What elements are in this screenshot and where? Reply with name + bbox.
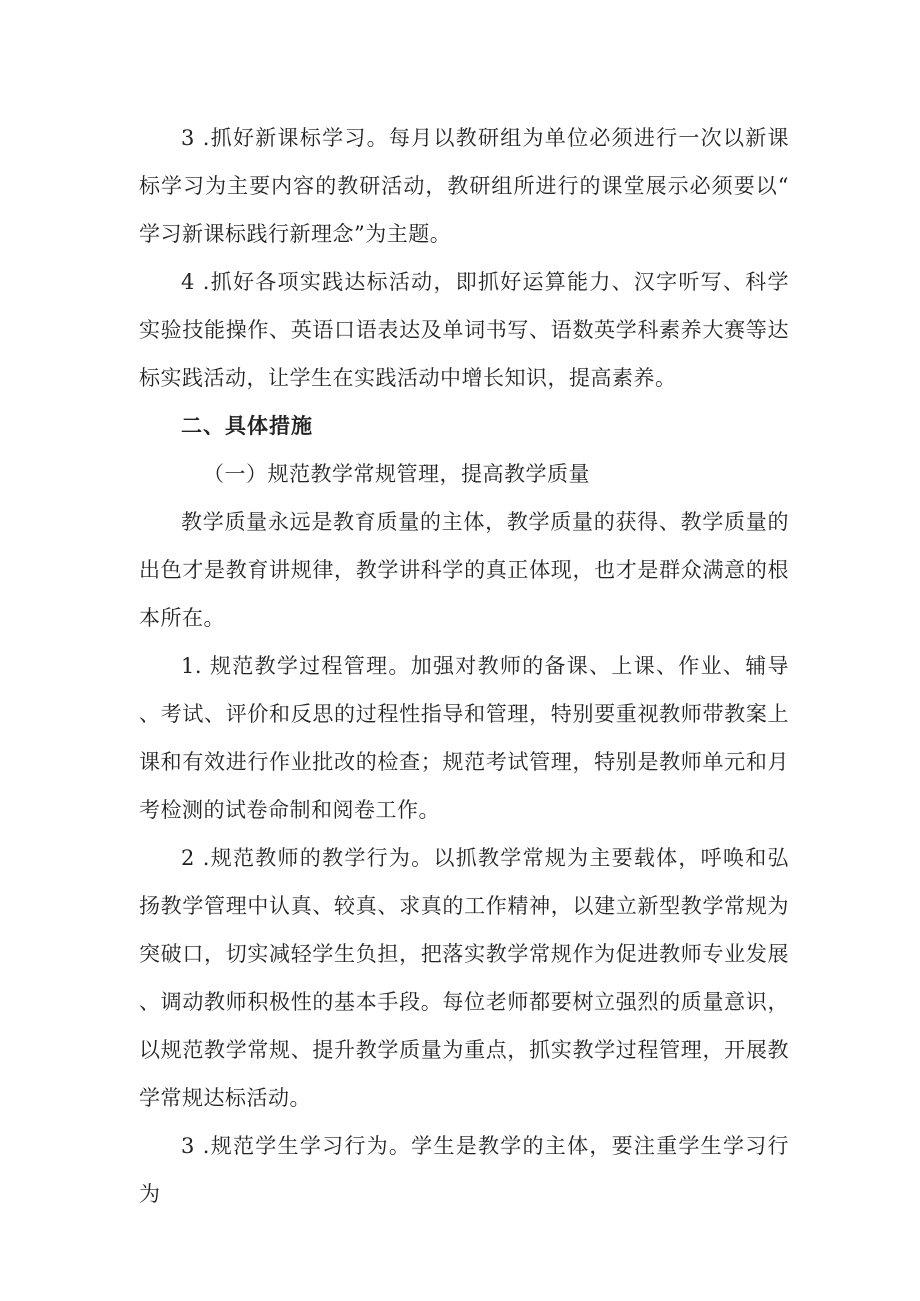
paragraph-student-behavior: 3 .规范学生学习行为。学生是教学的主体，要注重学生学习行为 [139,1134,789,1206]
section-heading-specific-measures: 二、具体措施 [181,414,313,438]
paragraph-process-management: 1. 规范教学过程管理。加强对教师的备课、上课、作业、辅导、考试、评价和反思的过程性指导和管理，特别要重视教师带教案上课和有效进行作业批改的检查；规范考试管理，特别是教师单元和月考检测的试卷命制和阅卷工作。 [139,654,789,822]
document-body [139,114,789,1218]
paragraph-new-curriculum-study: 3 .抓好新课标学习。每月以教研组为单位必须进行一次以新课标学习为主要内容的教研活动，教研组所进行的课堂展示必须要以“学习新课标践行新理念”为主题。 [139,126,789,246]
subsection-heading-standardize-management: （一）规范教学常规管理，提高教学质量 [203,462,590,486]
paragraph-teaching-quality: 教学质量永远是教育质量的主体，教学质量的获得、教学质量的出色才是教育讲规律，教学讲科学的真正体现，也才是群众满意的根本所在。 [139,510,789,630]
paragraph-teacher-behavior: 2 .规范教师的教学行为。以抓教学常规为主要载体，呼唤和弘扬教学管理中认真、较真、求真的工作精神，以建立新型教学常规为突破口，切实减轻学生负担，把落实教学常规作为促进教师专业发展、调动教师积极性的基本手段。每位老师都要树立强烈的质量意识，以规范教学常规、提升教学质量为重点，抓实教学过程管理，开展教学常规达标活动。 [139,846,789,1110]
paragraph-practice-activities: 4 .抓好各项实践达标活动，即抓好运算能力、汉字听写、科学实验技能操作、英语口语表达及单词书写、语数英学科素养大赛等达标实践活动，让学生在实践活动中增长知识，提高素养。 [139,270,789,390]
